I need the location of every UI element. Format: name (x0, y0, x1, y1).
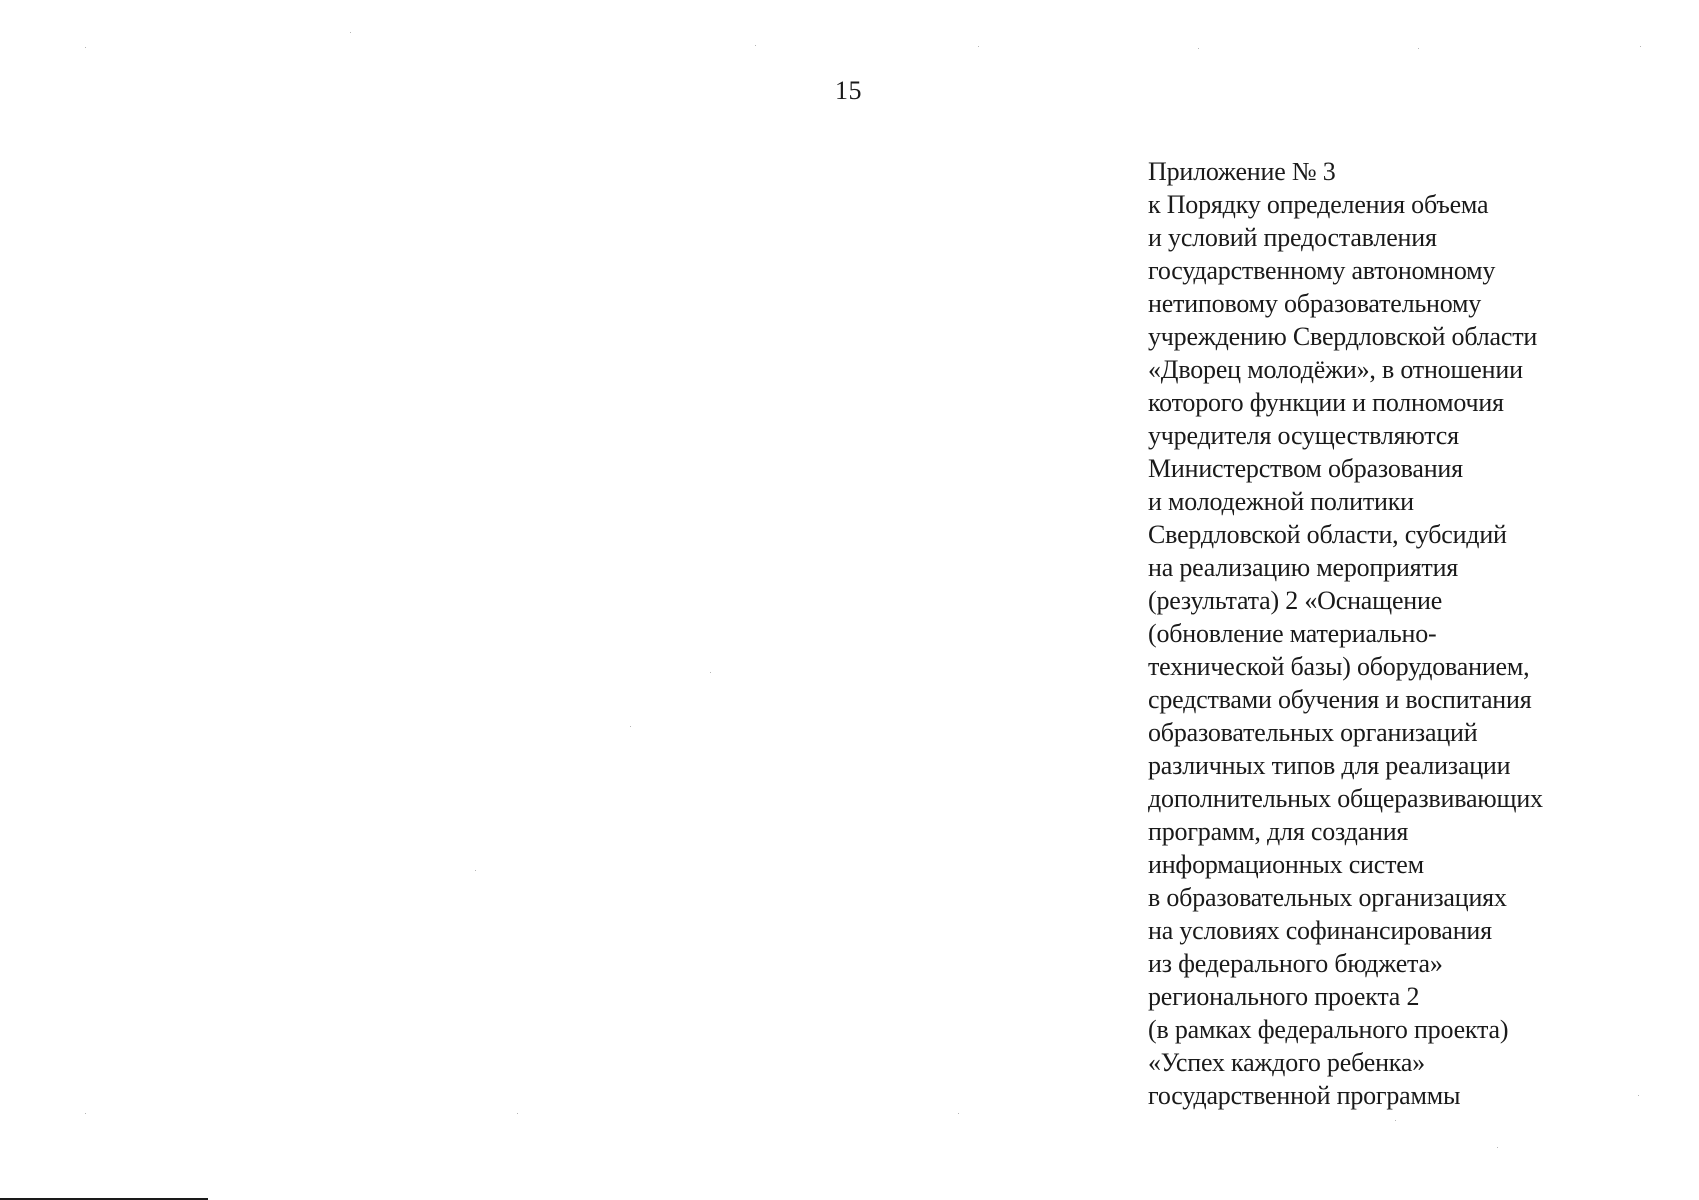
appendix-line: технической базы) оборудованием, (1148, 652, 1530, 681)
scan-speck (517, 1113, 518, 1114)
appendix-line: «Успех каждого ребенка» (1148, 1048, 1425, 1077)
scan-speck (1640, 46, 1641, 47)
scan-speck (1497, 1147, 1498, 1148)
appendix-line: различных типов для реализации (1148, 751, 1511, 780)
scan-speck (958, 1113, 959, 1114)
appendix-line: государственной программы (1148, 1081, 1461, 1110)
appendix-line: и молодежной политики (1148, 487, 1414, 516)
scan-speck (1395, 1120, 1396, 1121)
appendix-line: регионального проекта 2 (1148, 982, 1420, 1011)
appendix-line: государственному автономному (1148, 256, 1496, 285)
appendix-line: учреждению Свердловской области (1148, 322, 1538, 351)
appendix-line: нетиповому образовательному (1148, 289, 1482, 318)
appendix-line: из федерального бюджета» (1148, 949, 1443, 978)
page-number: 15 (835, 76, 862, 105)
appendix-line: учредителя осуществляются (1148, 421, 1459, 450)
appendix-line: (результата) 2 «Оснащение (1148, 586, 1443, 615)
appendix-line: к Порядку определения объема (1148, 190, 1489, 219)
appendix-line: на условиях софинансирования (1148, 916, 1492, 945)
appendix-line: Свердловской области, субсидий (1148, 520, 1507, 549)
appendix-line: на реализацию мероприятия (1148, 553, 1459, 582)
scan-speck (1418, 48, 1419, 49)
scan-speck (630, 726, 631, 727)
appendix-line: (в рамках федерального проекта) (1148, 1015, 1509, 1044)
appendix-header-block (1148, 155, 1668, 1112)
appendix-line: (обновление материально- (1148, 619, 1437, 648)
appendix-line: информационных систем (1148, 850, 1424, 879)
scan-speck (755, 45, 756, 46)
appendix-line: образовательных организаций (1148, 718, 1478, 747)
scan-speck (475, 870, 476, 871)
appendix-line: в образовательных организациях (1148, 883, 1507, 912)
scan-speck (85, 47, 86, 48)
scan-speck (710, 672, 711, 673)
appendix-line: программ, для создания (1148, 817, 1409, 846)
scan-speck (1198, 48, 1199, 49)
appendix-line: которого функции и полномочия (1148, 388, 1504, 417)
appendix-line: Министерством образования (1148, 454, 1463, 483)
appendix-line: средствами обучения и воспитания (1148, 685, 1532, 714)
appendix-line: «Дворец молодёжи», в отношении (1148, 355, 1523, 384)
scan-speck (350, 32, 351, 33)
appendix-line: дополнительных общеразвивающих (1148, 784, 1543, 813)
scan-speck (1638, 1095, 1639, 1096)
scan-speck (85, 1113, 86, 1114)
appendix-line: и условий предоставления (1148, 223, 1437, 252)
appendix-line: Приложение № 3 (1148, 157, 1336, 186)
scan-speck (978, 46, 979, 47)
